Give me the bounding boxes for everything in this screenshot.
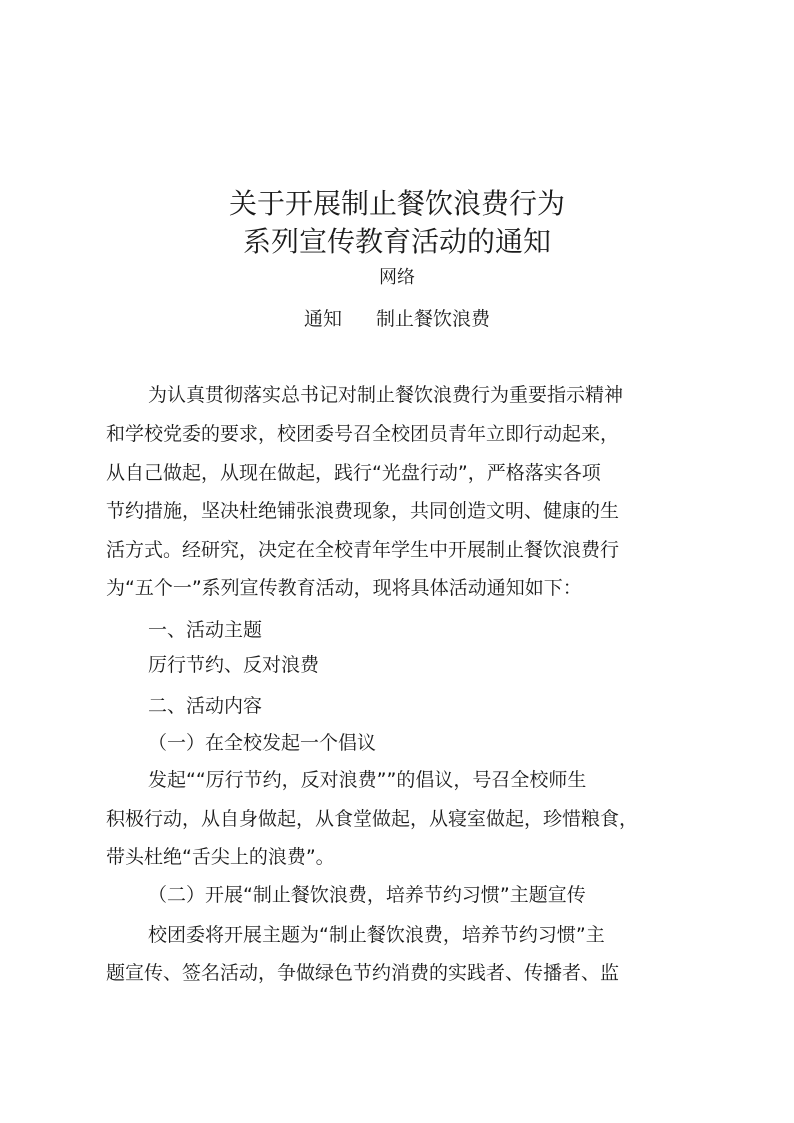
section-heading: 一、活动主题 bbox=[148, 619, 263, 641]
tag-food-waste: 制止餐饮浪费 bbox=[376, 308, 491, 330]
paragraph-line: 活方式。经研究，决定在全校青年学生中开展制止餐饮浪费行 bbox=[106, 539, 620, 561]
paragraph-line: 从自己做起，从现在做起，践行“光盘行动”，严格落实各项 bbox=[106, 462, 601, 484]
paragraph-line: 为认真贯彻落实总书记对制止餐饮浪费行为重要指示精神 bbox=[148, 384, 624, 406]
paragraph-line: 题宣传、签名活动，争做绿色节约消费的实践者、传播者、监 bbox=[106, 962, 620, 984]
document-tags bbox=[0, 306, 794, 332]
paragraph-line: 校团委将开展主题为“制止餐饮浪费，培养节约习惯”主 bbox=[148, 924, 605, 946]
paragraph-line: 节约措施，坚决杜绝铺张浪费现象，共同创造文明、健康的生 bbox=[106, 500, 620, 522]
paragraph-line: 积极行动，从自身做起，从食堂做起，从寝室做起，珍惜粮食， bbox=[106, 808, 639, 830]
document-source: 网络 bbox=[379, 267, 415, 288]
section-heading: 二、活动内容 bbox=[148, 695, 263, 717]
tag-notice: 通知 bbox=[303, 308, 342, 330]
paragraph-line: 和学校党委的要求，校团委号召全校团员青年立即行动起来， bbox=[106, 423, 620, 445]
paragraph-line: 为“五个一”系列宣传教育活动，现将具体活动通知如下： bbox=[106, 577, 582, 599]
document-title-line-2: 系列宣传教育活动的通知 bbox=[242, 225, 551, 258]
document-title-line-1: 关于开展制止餐饮浪费行为 bbox=[228, 187, 565, 220]
subsection-heading: （二）开展“制止餐饮浪费，培养节约习惯”主题宣传 bbox=[148, 884, 586, 906]
paragraph-line: 带头杜绝“舌尖上的浪费”。 bbox=[106, 846, 335, 868]
paragraph-line: 厉行节约、反对浪费 bbox=[148, 654, 320, 676]
subsection-heading: （一）在全校发起一个倡议 bbox=[148, 732, 377, 754]
paragraph-line: 发起““厉行节约，反对浪费””的倡议，号召全校师生 bbox=[148, 769, 587, 791]
